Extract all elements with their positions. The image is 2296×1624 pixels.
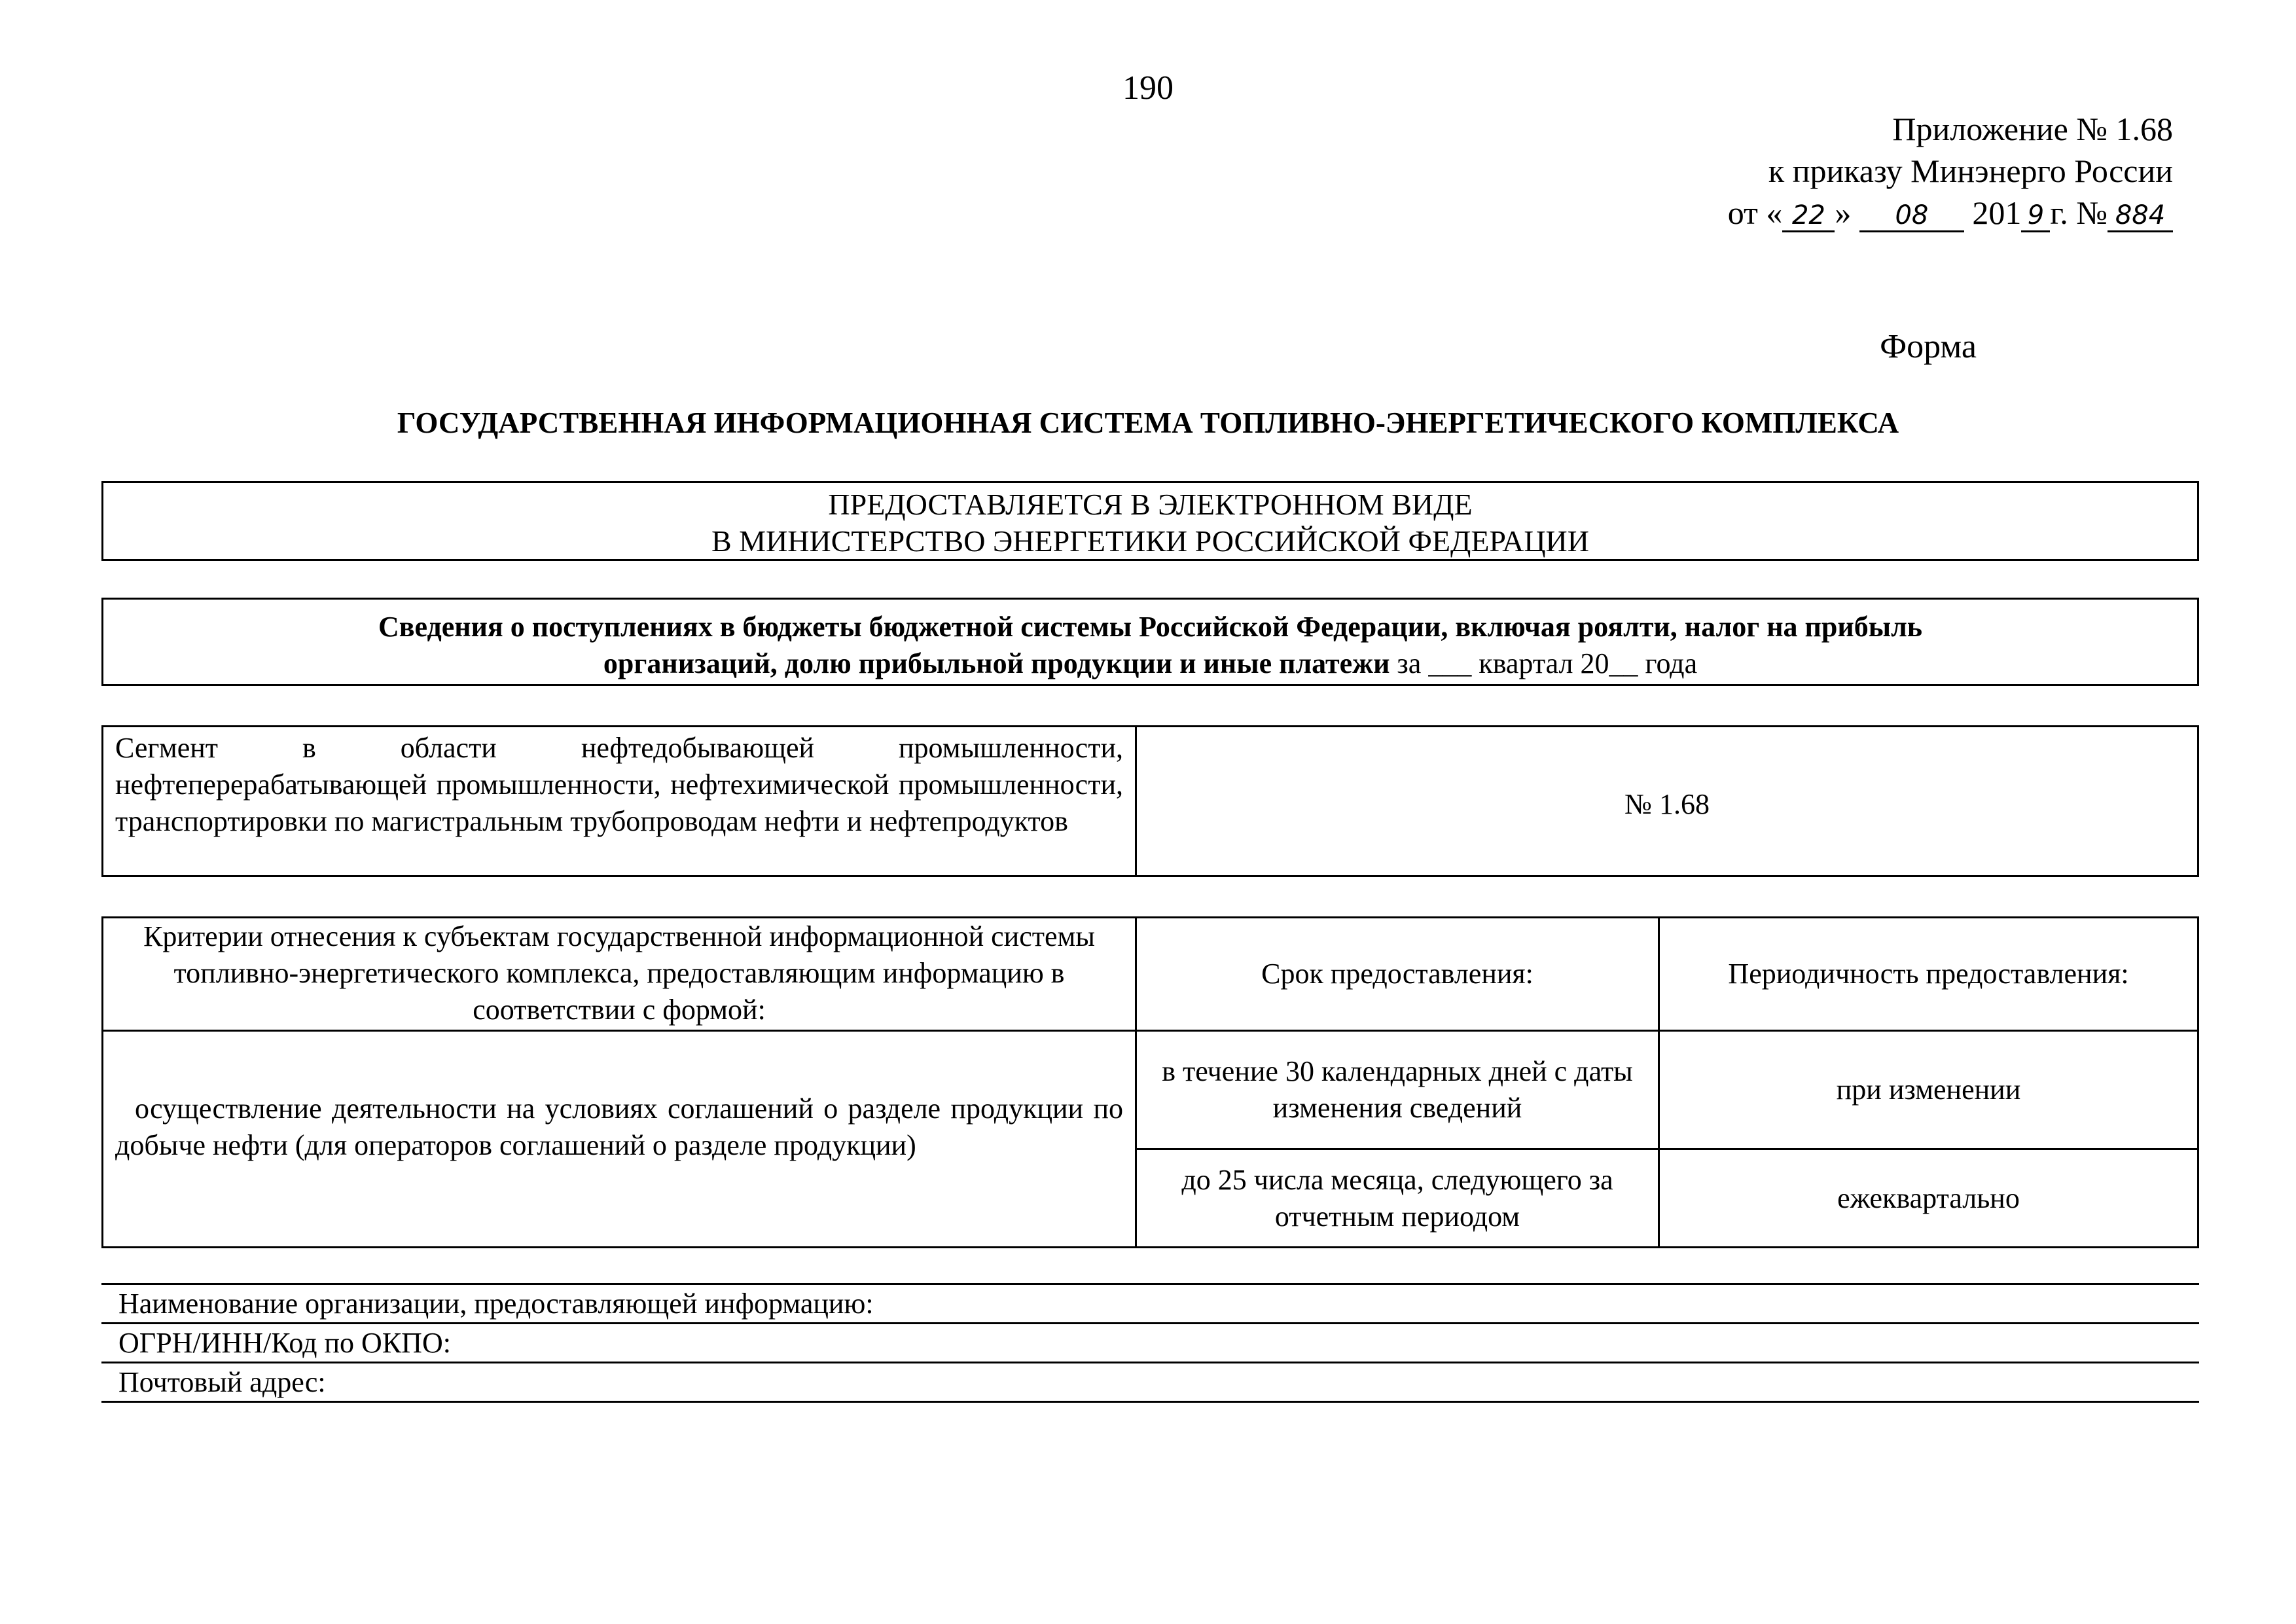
submission-line-2: В МИНИСТЕРСТВО ЭНЕРГЕТИКИ РОССИЙСКОЙ ФЕДЕРАЦИИ xyxy=(711,524,1589,558)
handwritten-day: 22 xyxy=(1782,200,1835,232)
report-title-line-2: организаций, долю прибыльной продукции и иные платежи xyxy=(603,647,1390,679)
table-row xyxy=(103,1031,2198,1149)
header-deadline: Срок предоставления: xyxy=(1136,918,1659,1031)
segment-description: Сегмент в области нефтедобывающей промышленности, нефтеперерабатывающей промышленности, нефтехимической промышленности, транспортировки по магистральным трубопроводам нефти и нефтепродуктов xyxy=(103,727,1136,876)
handwritten-order-number: 884 xyxy=(2108,200,2173,232)
segment-row xyxy=(103,727,2198,876)
deadline-cell: в течение 30 календарных дней с даты изменения сведений xyxy=(1136,1031,1659,1149)
handwritten-month: 08 xyxy=(1859,200,1964,232)
criteria-header-row xyxy=(103,918,2198,1031)
annex-year-suffix: г. № xyxy=(2050,194,2108,231)
submission-line-1: ПРЕДОСТАВЛЯЕТСЯ В ЭЛЕКТРОННОМ ВИДЕ xyxy=(828,488,1473,521)
form-label: Форма xyxy=(1880,328,1977,365)
ogrn-field: ОГРН/ИНН/Код по ОКПО: xyxy=(101,1324,2199,1363)
annex-order: к приказу Минэнерго России xyxy=(1768,153,2173,189)
address-field: Почтовый адрес: xyxy=(101,1363,2199,1403)
annex-date-line xyxy=(1571,192,2173,234)
report-title-line-1: Сведения о поступлениях в бюджеты бюджетной системы Российской Федерации, включая роялти, налог на прибыль xyxy=(378,611,1923,643)
report-title-box xyxy=(101,598,2199,686)
annex-quote-close: » xyxy=(1835,194,1852,231)
handwritten-year-digit: 9 xyxy=(2021,200,2050,232)
annex-title: Приложение № 1.68 xyxy=(1892,111,2173,147)
annex-year-prefix: 201 xyxy=(1972,194,2022,231)
frequency-cell: при изменении xyxy=(1659,1031,2198,1149)
annex-block xyxy=(1571,108,2173,234)
org-name-field: Наименование организации, предоставляющей информацию: xyxy=(101,1285,2199,1324)
header-frequency: Периодичность предоставления: xyxy=(1659,918,2198,1031)
criteria-table xyxy=(101,916,2199,1248)
form-number: № 1.68 xyxy=(1136,727,2198,876)
annex-date-prefix: от « xyxy=(1727,194,1783,231)
header-criteria: Критерии отнесения к субъектам государственной информационной системы топливно-энергетического комплекса, предоставляющим информацию в соответствии с формой: xyxy=(103,918,1136,1031)
submission-box xyxy=(101,481,2199,561)
main-title: ГОСУДАРСТВЕННАЯ ИНФОРМАЦИОННАЯ СИСТЕМА ТОПЛИВНО-ЭНЕРГЕТИЧЕСКОГО КОМПЛЕКСА xyxy=(397,406,1899,439)
frequency-cell: ежеквартально xyxy=(1659,1149,2198,1248)
segment-table xyxy=(101,725,2199,877)
report-period: за ___ квартал 20__ года xyxy=(1390,647,1698,679)
deadline-cell: до 25 числа месяца, следующего за отчетным периодом xyxy=(1136,1149,1659,1248)
criterion-description: осуществление деятельности на условиях соглашений о разделе продукции по добыче нефти (для операторов соглашений о разделе продукции) xyxy=(103,1031,1136,1248)
page-number: 190 xyxy=(1122,69,1174,107)
